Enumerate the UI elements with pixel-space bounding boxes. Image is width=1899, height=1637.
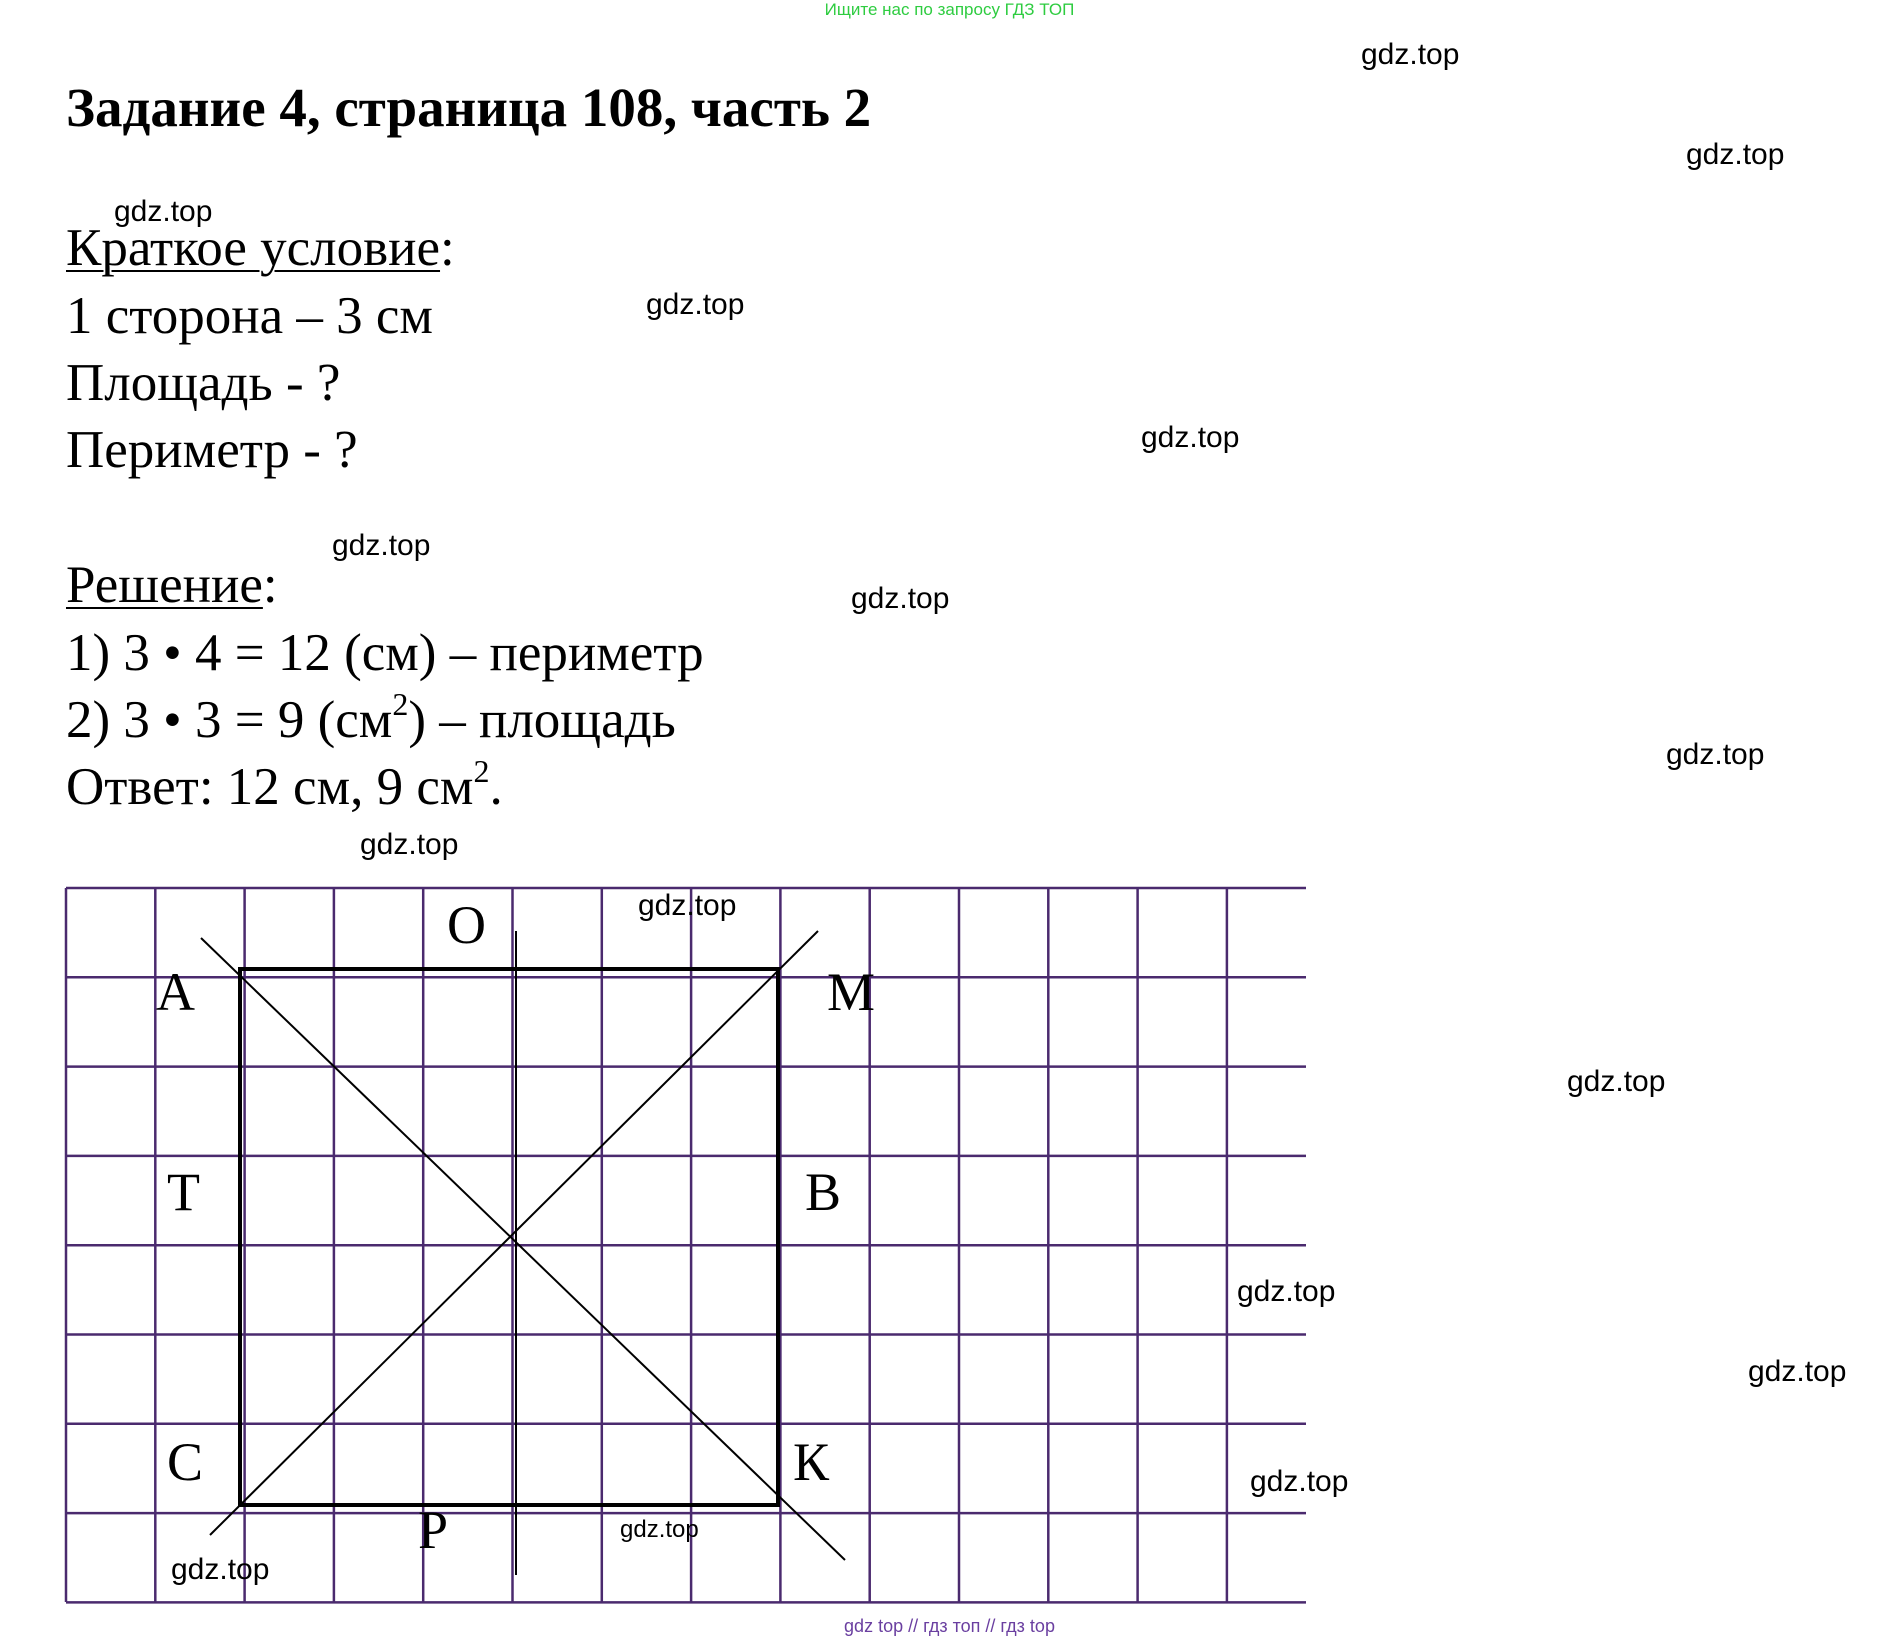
solution-step-2-tail: ) – площадь [408, 691, 676, 749]
watermark: gdz.top [1141, 421, 1240, 454]
solution-heading: Решение [66, 556, 263, 614]
label-k: К [793, 1432, 830, 1492]
watermark: gdz.top [332, 529, 431, 562]
watermark: gdz.top [171, 1553, 270, 1586]
watermark: gdz.top [114, 195, 213, 228]
condition-line-side: 1 сторона – 3 см [66, 287, 433, 345]
label-p: Р [418, 1500, 449, 1560]
label-c: С [167, 1432, 204, 1492]
solution-step-1: 1) 3 • 4 = 12 (см) – периметр [66, 624, 704, 682]
label-t: Т [167, 1162, 200, 1222]
label-b: В [805, 1162, 842, 1222]
watermark: gdz.top [646, 288, 745, 321]
condition-heading: Краткое условие [66, 219, 441, 277]
watermark: gdz.top [1361, 38, 1460, 71]
watermark: gdz.top [1250, 1465, 1349, 1498]
watermark: gdz.top [1686, 138, 1785, 171]
watermark: gdz.top [1567, 1065, 1666, 1098]
grid [66, 888, 1306, 1602]
footer-links[interactable]: gdz top // гдз топ // гдз top [844, 1616, 1055, 1636]
watermark: gdz.top [851, 582, 950, 615]
diagonal-a-k [201, 938, 845, 1560]
solution-heading-colon: : [262, 556, 278, 614]
top-banner[interactable]: Ищите нас по запросу ГДЗ ТОП [824, 0, 1075, 19]
watermark: gdz.top [1666, 738, 1765, 771]
condition-line-area: Площадь - ? [66, 354, 341, 412]
label-m: М [827, 962, 876, 1022]
condition-heading-colon: : [440, 219, 455, 277]
answer-tail: . [489, 758, 503, 816]
watermark: gdz.top [620, 1516, 699, 1543]
condition-line-perimeter: Периметр - ? [66, 421, 358, 479]
answer-sup: 2 [473, 753, 490, 789]
watermark: gdz.top [1237, 1275, 1336, 1308]
watermark: gdz.top [1748, 1355, 1847, 1388]
label-o: О [447, 895, 486, 955]
page-title: Задание 4, страница 108, часть 2 [66, 77, 872, 138]
label-a: А [156, 962, 195, 1022]
diagonal-m-c [210, 931, 818, 1535]
watermark: gdz.top [360, 828, 459, 861]
solution-step-2-sup: 2 [392, 686, 409, 722]
solution-step-2-main: 2) 3 • 3 = 9 (см [66, 691, 393, 749]
watermark: gdz.top [638, 889, 737, 922]
answer-main: Ответ: 12 см, 9 см [66, 758, 474, 816]
